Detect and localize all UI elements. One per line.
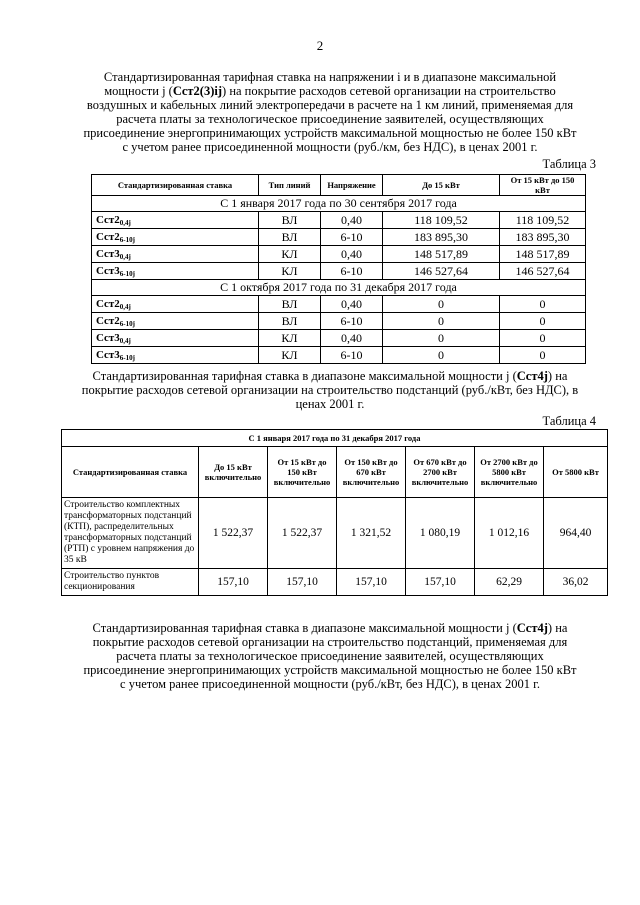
rate-symbol <box>92 229 259 246</box>
cell-value: 157,10 <box>406 569 475 596</box>
cell-value: 1 321,52 <box>337 498 406 569</box>
table-row <box>92 212 586 229</box>
table4-intro <box>80 369 580 411</box>
table4-header-col6: От 5800 кВт <box>544 447 608 498</box>
rate-symbol <box>92 296 259 313</box>
value-15-to-150: 0 <box>500 330 586 347</box>
closing-paragraph-symbol: Cст4j <box>516 621 548 635</box>
table3-header-15-to-150: От 15 кВт до 150 кВт <box>500 175 586 196</box>
line-type: КЛ <box>259 330 321 347</box>
value-15-to-150: 0 <box>500 313 586 330</box>
table-row <box>62 498 608 569</box>
cell-value: 1 080,19 <box>406 498 475 569</box>
table-row <box>92 313 586 330</box>
table-row <box>92 347 586 364</box>
value-up-to-15: 148 517,89 <box>383 246 500 263</box>
rate-symbol-subscript: 6-10j <box>119 235 135 244</box>
rate-symbol-main: Cст3 <box>96 247 120 260</box>
table3-period-title: С 1 января 2017 года по 30 сентября 2017 года <box>92 196 586 212</box>
table4-header-col5: От 2700 кВт до 5800 кВт включительно <box>475 447 544 498</box>
rate-symbol <box>92 313 259 330</box>
table3 <box>91 174 586 364</box>
rate-symbol-subscript: 6-10j <box>119 353 135 362</box>
closing-paragraph <box>80 621 580 691</box>
value-15-to-150: 183 895,30 <box>500 229 586 246</box>
value-15-to-150: 148 517,89 <box>500 246 586 263</box>
value-15-to-150: 146 527,64 <box>500 263 586 280</box>
closing-paragraph-text-rest: ) на покрытие расходов сетевой организации на строительство подстанций, применяемая для расчета платы за технологическое присоединение заявителей, осуществляющих присоединение энергопринимающих устройств максимальной мощностью не более 150 кВт с учетом ранее присоединенной мощности (руб./кВт, без НДС), в ценах 2001 г. <box>83 621 577 691</box>
rate-symbol <box>92 347 259 364</box>
cell-value: 157,10 <box>337 569 406 596</box>
rate-symbol-subscript: 0,4j <box>119 252 131 261</box>
rate-symbol-main: Cст2 <box>96 213 120 226</box>
table3-intro <box>80 70 580 154</box>
rate-symbol <box>92 263 259 280</box>
rate-symbol-subscript: 0,4j <box>119 302 131 311</box>
value-15-to-150: 0 <box>500 296 586 313</box>
value-15-to-150: 118 109,52 <box>500 212 586 229</box>
rate-symbol-main: Cст3 <box>96 331 120 344</box>
line-type: ВЛ <box>259 296 321 313</box>
voltage: 6-10 <box>321 313 383 330</box>
rate-symbol-subscript: 0,4j <box>119 218 131 227</box>
cell-value: 1 522,37 <box>199 498 268 569</box>
table-row <box>92 330 586 347</box>
table4-period: С 1 января 2017 года по 31 декабря 2017 года <box>62 430 608 447</box>
table-row <box>92 229 586 246</box>
row-label: Строительство комплектных трансформаторных подстанций (КТП), распределительных трансформаторных подстанций (РТП) с уровнем напряжения до 35 кВ <box>62 498 199 569</box>
closing-paragraph-text: Стандартизированная тарифная ставка в диапазоне максимальной мощности j ( <box>92 621 517 635</box>
voltage: 6-10 <box>321 347 383 364</box>
value-up-to-15: 0 <box>383 296 500 313</box>
line-type: КЛ <box>259 347 321 364</box>
cell-value: 157,10 <box>268 569 337 596</box>
table3-header-voltage: Напряжение <box>321 175 383 196</box>
rate-symbol-subscript: 6-10j <box>119 269 135 278</box>
rate-symbol <box>92 246 259 263</box>
table4-header-col1: До 15 кВт включительно <box>199 447 268 498</box>
voltage: 0,40 <box>321 296 383 313</box>
line-type: КЛ <box>259 246 321 263</box>
voltage: 0,40 <box>321 246 383 263</box>
table4-header-col2: От 15 кВт до 150 кВт включительно <box>268 447 337 498</box>
page-number: 2 <box>316 38 324 53</box>
cell-value: 1 522,37 <box>268 498 337 569</box>
row-label: Строительство пунктов секционирования <box>62 569 199 596</box>
table3-period-title: С 1 октября 2017 года по 31 декабря 2017 года <box>92 280 586 296</box>
line-type: КЛ <box>259 263 321 280</box>
line-type: ВЛ <box>259 229 321 246</box>
cell-value: 157,10 <box>199 569 268 596</box>
rate-symbol-subscript: 6-10j <box>119 319 135 328</box>
table3-intro-text-rest: ) на покрытие расходов сетевой организации на строительство воздушных и кабельных линий электропередачи в расчете на 1 км линий, применяемая для расчета платы за технологическое присоединение заявителей, осуществляющих присоединение энергопринимающих устройств максимальной мощностью не более 150 кВт с учетом ранее присоединенной мощности (руб./км, без НДС), в ценах 2001 г. <box>83 84 577 154</box>
rate-symbol-main: Cст3 <box>96 348 120 361</box>
rate-symbol-main: Cст2 <box>96 297 120 310</box>
value-15-to-150: 0 <box>500 347 586 364</box>
voltage: 6-10 <box>321 229 383 246</box>
cell-value: 964,40 <box>544 498 608 569</box>
table3-header-rate: Стандартизированная ставка <box>92 175 259 196</box>
cell-value: 36,02 <box>544 569 608 596</box>
table3-caption: Таблица 3 <box>542 157 596 171</box>
table3-header-line-type: Тип линий <box>259 175 321 196</box>
value-up-to-15: 118 109,52 <box>383 212 500 229</box>
table3-intro-text: Стандартизированная тарифная ставка на напряжении i и в диапазоне максимальной мощности j ( <box>103 70 557 98</box>
table4-intro-text-rest: ) на покрытие расходов сетевой организации на строительство подстанций (руб./кВт, без НДС), в ценах 2001 г. <box>81 369 579 411</box>
table4-intro-text: Стандартизированная тарифная ставка в диапазоне максимальной мощности j ( <box>92 369 517 383</box>
table4-caption: Таблица 4 <box>542 414 596 428</box>
table4-header-col4: От 670 кВт до 2700 кВт включительно <box>406 447 475 498</box>
voltage: 6-10 <box>321 263 383 280</box>
table4 <box>61 429 608 596</box>
rate-symbol-main: Cст3 <box>96 264 120 277</box>
table4-header-col3: От 150 кВт до 670 кВт включительно <box>337 447 406 498</box>
table3-header-up-to-15: До 15 кВт <box>383 175 500 196</box>
value-up-to-15: 0 <box>383 347 500 364</box>
line-type: ВЛ <box>259 313 321 330</box>
cell-value: 62,29 <box>475 569 544 596</box>
cell-value: 1 012,16 <box>475 498 544 569</box>
rate-symbol-subscript: 0,4j <box>119 336 131 345</box>
rate-symbol-main: Cст2 <box>96 230 120 243</box>
value-up-to-15: 0 <box>383 313 500 330</box>
value-up-to-15: 0 <box>383 330 500 347</box>
value-up-to-15: 183 895,30 <box>383 229 500 246</box>
table-row <box>92 296 586 313</box>
table4-header-rate: Стандартизированная ставка <box>62 447 199 498</box>
table3-intro-symbol: Cст2(3)ij <box>172 84 223 98</box>
table-row <box>62 569 608 596</box>
voltage: 0,40 <box>321 212 383 229</box>
table-row <box>92 246 586 263</box>
table4-intro-symbol: Cст4j <box>516 369 548 383</box>
rate-symbol <box>92 212 259 229</box>
rate-symbol-main: Cст2 <box>96 314 120 327</box>
value-up-to-15: 146 527,64 <box>383 263 500 280</box>
line-type: ВЛ <box>259 212 321 229</box>
voltage: 0,40 <box>321 330 383 347</box>
table-row <box>92 263 586 280</box>
rate-symbol <box>92 330 259 347</box>
